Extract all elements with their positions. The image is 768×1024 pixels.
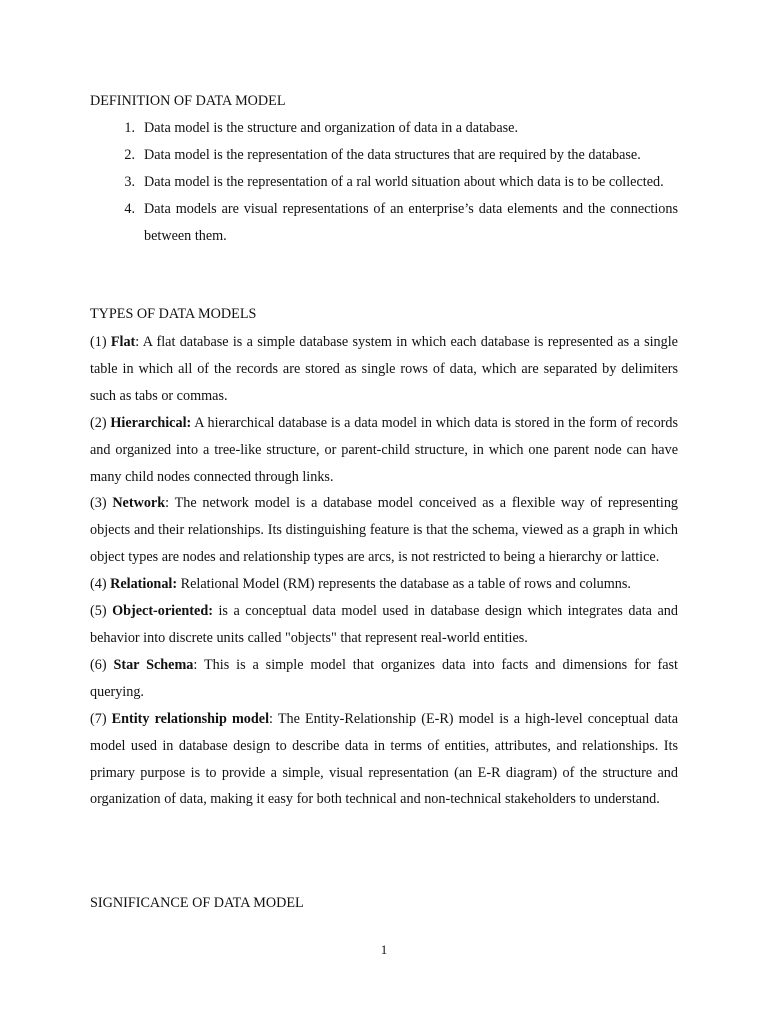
type-term: Object-oriented: (112, 603, 213, 620)
type-separator: : (165, 495, 175, 512)
type-paragraph (90, 329, 678, 410)
list-item-text: Data models are visual representations of an enterprise’s data elements and the connections between them. (144, 201, 678, 244)
list-number: 1. (124, 120, 135, 136)
types-list (90, 329, 678, 813)
type-separator: : (269, 710, 278, 727)
definition-list (90, 115, 678, 250)
type-paragraph (90, 652, 678, 706)
type-number: (4) (90, 576, 111, 593)
list-item (90, 142, 678, 169)
type-description: The network model is a database model conceived as a flexible way of representing objects and their relationships. Its distinguishing feature is that the schema, viewed as a graph in which object types are nodes and relationship types are arcs, is not restricted to being a hierarchy or lattice. (90, 495, 679, 566)
type-description: A flat database is a simple database system in which each database is represented as a single table in which all of the records are stored as single rows of data, which are separated by delimiters such as tabs or commas. (90, 334, 678, 404)
list-number: 3. (124, 174, 135, 190)
type-number: (1) (90, 334, 111, 350)
type-description: is a conceptual data model used in database design which integrates data and behavior into discrete units called "objects" that represent real-world entities. (90, 603, 678, 646)
type-description: The Entity-Relationship (E-R) model is a high-level conceptual data model used in database design to describe data in terms of entities, attributes, and relationships. Its primary purpose is to provide a simple, visual representation (an E-R diagram) of the structure and organization of data, making it easy for both technical and non-technical stakeholders to understand. (90, 710, 678, 808)
list-item-text: Data model is the representation of the data structures that are required by the database. (144, 147, 641, 163)
type-paragraph (90, 706, 678, 814)
type-separator: : (135, 334, 143, 350)
significance-heading: SIGNIFICANCE OF DATA MODEL (90, 895, 304, 911)
type-number: (5) (90, 603, 113, 620)
type-paragraph (90, 598, 678, 652)
type-number: (7) (90, 710, 112, 727)
type-paragraph (90, 490, 678, 571)
type-description: This is a simple model that organizes data into facts and dimensions for fast querying. (90, 656, 678, 700)
list-item (90, 169, 678, 196)
list-number: 4. (124, 201, 135, 217)
list-item-text: Data model is the representation of a ral world situation about which data is to be collected. (144, 174, 664, 190)
types-heading: TYPES OF DATA MODELS (90, 306, 257, 322)
definition-heading: DEFINITION OF DATA MODEL (90, 93, 286, 109)
type-description: A hierarchical database is a data model in which data is stored in the form of records and organized into a tree-like structure, or parent-child structure, in which one parent node can have many child nodes connected through links. (90, 414, 679, 485)
type-term: Flat (110, 334, 136, 350)
type-number: (3) (90, 495, 113, 512)
list-item (90, 196, 678, 250)
type-term: Star Schema (113, 656, 194, 673)
type-number: (2) (90, 414, 111, 431)
type-term: Hierarchical: (110, 414, 192, 431)
type-term: Entity relationship model (111, 710, 270, 727)
type-paragraph (90, 410, 678, 491)
type-number: (6) (90, 656, 114, 673)
list-number: 2. (124, 147, 135, 163)
list-item (90, 115, 678, 142)
type-separator: : (193, 656, 204, 673)
type-description: Relational Model (RM) represents the database as a table of rows and columns. (180, 576, 631, 593)
list-item-text: Data model is the structure and organization of data in a database. (144, 120, 518, 136)
type-term: Network (112, 495, 166, 512)
type-term: Relational: (110, 576, 178, 593)
type-paragraph (90, 571, 678, 598)
page-number: 1 (380, 942, 388, 957)
